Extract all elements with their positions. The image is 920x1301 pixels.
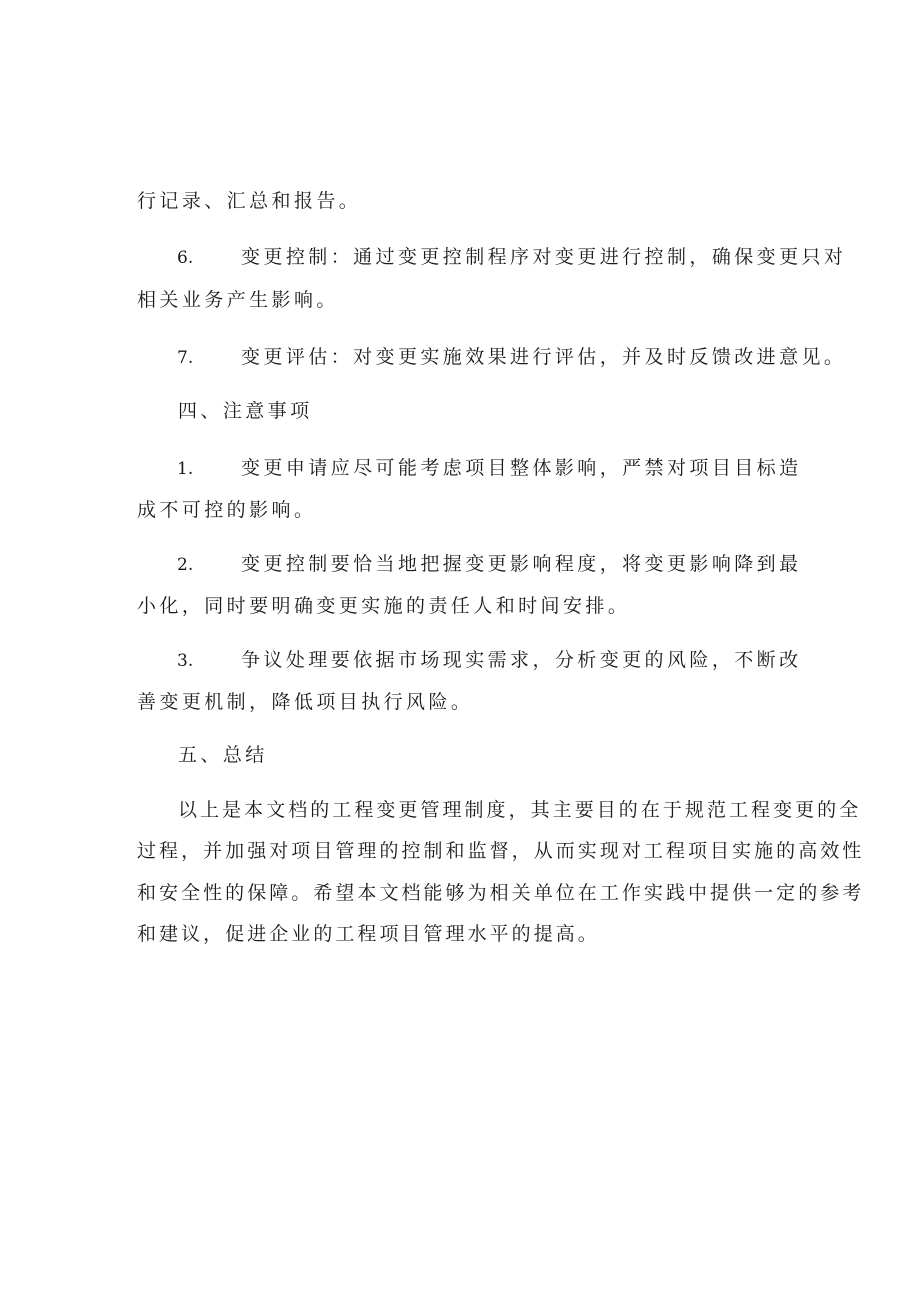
list-item-text: 变更申请应尽可能考虑项目整体影响，严禁对项目目标造: [241, 457, 802, 479]
list-item-number: 6.: [177, 248, 194, 268]
summary-paragraph-line: 和建议，促进企业的工程项目管理水平的提高。: [137, 923, 600, 945]
summary-paragraph-line: 过程，并加强对项目管理的控制和监督，从而实现对工程项目实施的高效性: [137, 840, 865, 862]
list-item-number: 2.: [177, 555, 194, 575]
list-item-text-continued: 成不可控的影响。: [137, 499, 317, 521]
summary-paragraph-line: 以上是本文档的工程变更管理制度，其主要目的在于规范工程变更的全: [178, 799, 862, 821]
summary-paragraph-line: 和安全性的保障。希望本文档能够为相关单位在工作实践中提供一定的参考: [137, 882, 865, 904]
list-item-text-continued: 善变更机制，降低项目执行风险。: [137, 691, 474, 713]
list-item-text: 争议处理要依据市场现实需求，分析变更的风险，不断改: [241, 649, 802, 671]
list-item-text: 变更控制：通过变更控制程序对变更进行控制，确保变更只对: [241, 246, 847, 268]
list-item-number: 3.: [177, 651, 194, 671]
section-heading-5: 五、总结: [178, 744, 268, 766]
list-item-text: 变更控制要恰当地把握变更影响程度，将变更影响降到最: [241, 553, 802, 575]
list-item-text-continued: 相关业务产生影响。: [137, 289, 339, 311]
list-item-number: 7.: [177, 348, 194, 368]
continuation-line: 行记录、汇总和报告。: [137, 190, 362, 212]
list-item-number: 1.: [177, 459, 194, 479]
list-item-text-continued: 小化，同时要明确变更实施的责任人和时间安排。: [137, 595, 631, 617]
list-item-text: 变更评估：对变更实施效果进行评估，并及时反馈改进意见。: [241, 346, 847, 368]
section-heading-4: 四、注意事项: [178, 400, 313, 422]
